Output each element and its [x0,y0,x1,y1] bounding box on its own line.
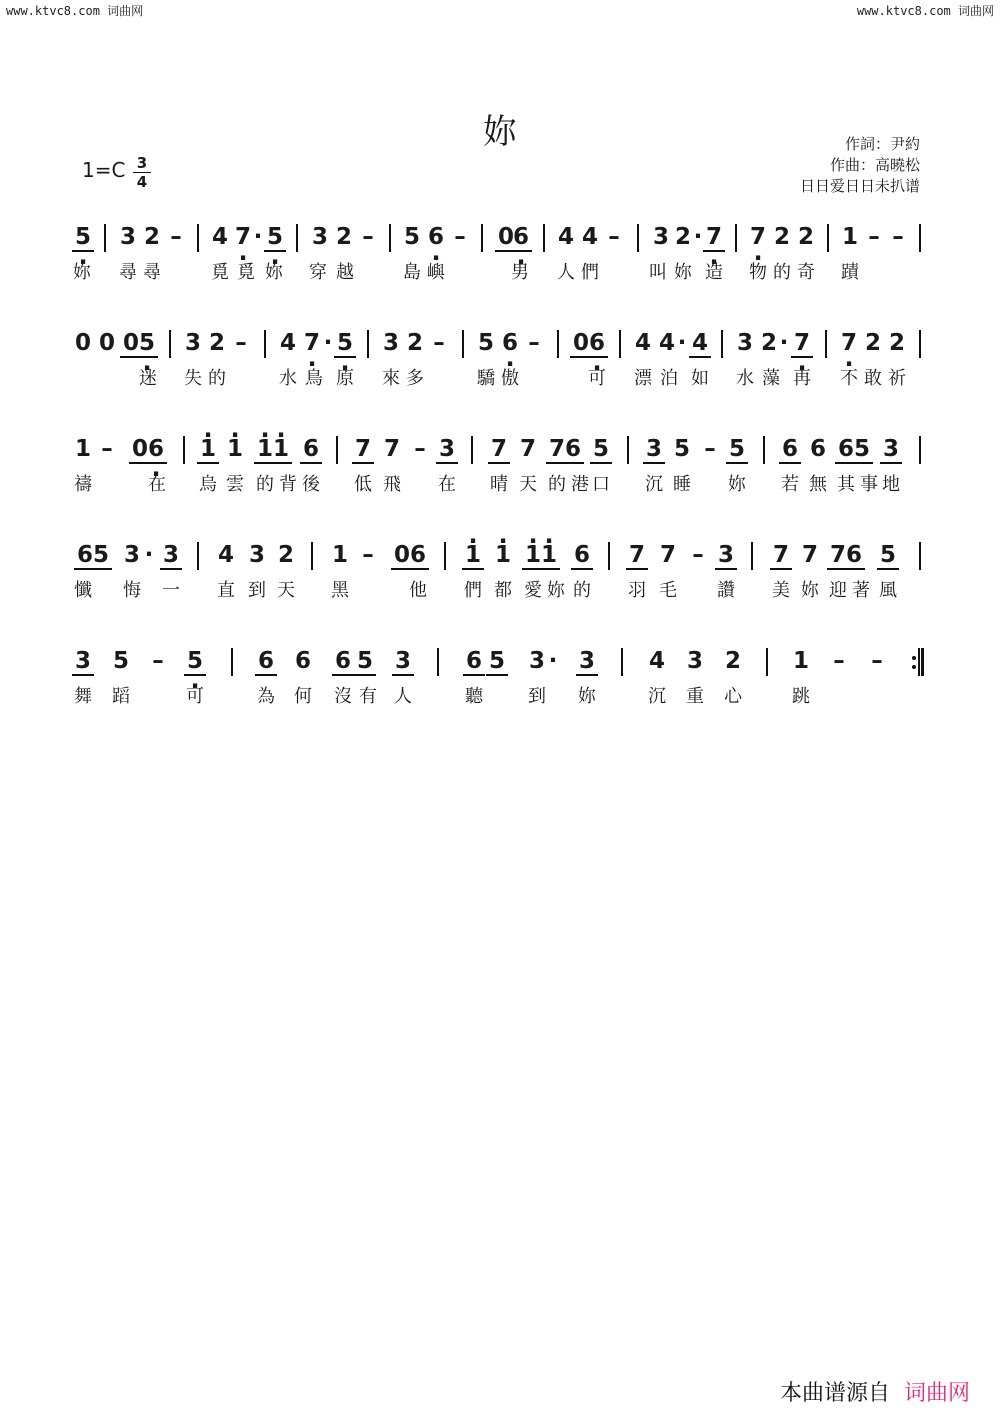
lyric-syllable: 心 [724,686,742,707]
lyric-syllable: 雲 [226,474,244,495]
note: . 6 [586,330,608,360]
lyric-syllable: 天 [277,580,295,601]
note: . 1 [462,542,484,572]
time-signature [133,154,151,191]
lyric-syllable: 妳 [728,474,746,495]
lyric-syllable: 叫 [649,262,667,283]
dash-extension: – [528,330,540,356]
note: 5 [112,648,129,674]
rest: 0 [391,542,413,572]
note: 6 [255,648,277,678]
lyric-syllable: 愛 [524,580,542,601]
rest: 0 [495,224,517,254]
note: 6 [779,436,801,466]
lyric-syllable: 黑 [331,580,349,601]
lyric-syllable: 他 [409,580,427,601]
note: 4 [211,224,228,250]
lyric-syllable: 物 [749,262,767,283]
lyric-syllable: 驕 [477,368,495,389]
dash-extension: – [362,542,374,568]
note: 3 [736,330,753,356]
note: 7 [801,542,818,568]
note: 5 [673,436,690,462]
note: 4 [581,224,598,250]
note: 2 [760,330,777,356]
note: 3 [392,648,414,678]
note: . 7 [838,330,860,360]
note: 4 [634,330,651,356]
footer-source-text: 本曲谱源自 [779,1381,890,1406]
time-signature-denominator: 4 [136,173,148,191]
header-url-right: www.ktvc8.com 词曲网 [856,4,994,18]
time-signature-numerator: 3 [133,154,151,173]
lyric-syllable: 天 [519,474,537,495]
note: . 1 [197,436,219,466]
lyric-syllable: 蹈 [112,686,130,707]
lyric-syllable: 背 [279,474,297,495]
lyric-syllable: 覓 [237,262,255,283]
note: 2 [406,330,423,356]
note: 5 [90,542,112,572]
note: 5 [486,648,508,678]
note: 5 [590,436,612,466]
note: 5 [354,648,376,678]
rest: 0 [98,330,115,356]
dash-extension: – [833,648,845,674]
note: 4 [689,330,711,360]
dot-augmentation: · [677,330,687,356]
dash-extension: – [692,542,704,568]
lyric-syllable: 男 [511,262,529,283]
lyric-syllable: 妳 [674,262,692,283]
lyrics-line [0,436,1000,516]
note: . 7 [747,224,769,254]
note: 7 [659,542,676,568]
footer-source [780,1376,970,1407]
lyric-syllable: 到 [528,686,546,707]
rest: 0 [74,330,91,356]
lyric-syllable: 若 [781,474,799,495]
lyric-syllable: 來 [382,368,400,389]
note: 6 [407,542,429,572]
lyric-syllable: 睡 [673,474,691,495]
note: 1 [331,542,348,568]
lyric-syllable: 妳 [73,262,91,283]
lyric-syllable: 其 [837,474,855,495]
note: 7 [488,436,510,466]
lyric-syllable: 沉 [648,686,666,707]
lyrics-line [0,224,1000,304]
note: 6 [294,648,311,674]
note: . 1 [270,436,292,466]
lyric-syllable: 穿 [309,262,327,283]
note: 7 [546,436,568,466]
note: 5 [403,224,420,250]
note: . 6 [145,436,167,466]
note: 6 [562,436,584,466]
dot-augmentation: · [144,542,154,568]
note: 2 [277,542,294,568]
note: 3 [184,330,201,356]
note: 2 [797,224,814,250]
header-url-left: www.ktvc8.com 词曲网 [6,4,144,18]
song-title: 妳 [483,112,517,152]
lyric-syllable: 毛 [659,580,677,601]
note: 3 [686,648,703,674]
lyric-syllable: 失 [184,368,202,389]
footer-brand-link[interactable]: 词曲网 [903,1381,970,1406]
note: 3 [880,436,902,466]
note: 7 [352,436,374,466]
note: . 6 [510,224,532,254]
dot-augmentation: · [253,224,263,250]
dot-augmentation: · [779,330,789,356]
lyric-syllable: 低 [354,474,372,495]
note: 3 [160,542,182,572]
lyric-syllable: 可 [588,368,606,389]
lyric-syllable: 造 [705,262,723,283]
note: . 5 [72,224,94,254]
lyric-syllable: 鳥 [305,368,323,389]
lyric-syllable: 泊 [660,368,678,389]
lyric-syllable: 沉 [645,474,663,495]
composer-credit: 作曲：高曉松 [829,156,920,174]
note: 6 [835,436,857,466]
lyric-syllable: 傲 [501,368,519,389]
note: 3 [382,330,399,356]
lyric-syllable: 舞 [74,686,92,707]
dash-extension: – [414,436,426,462]
note: . 7 [703,224,725,254]
dash-extension: – [704,436,716,462]
score-system-3 [0,436,1000,516]
lyrics-line [0,542,1000,622]
note: 5 [726,436,748,466]
lyric-syllable: 沒 [334,686,352,707]
note: 6 [332,648,354,678]
note: 4 [648,648,665,674]
lyric-syllable: 懺 [74,580,92,601]
lyric-syllable: 直 [217,580,235,601]
lyric-syllable: 到 [248,580,266,601]
lyric-syllable: 烏 [199,474,217,495]
lyric-syllable: 嶼 [427,262,445,283]
note: . 5 [136,330,158,360]
note: . 6 [425,224,447,254]
lyric-syllable: 敢 [864,368,882,389]
note: 2 [864,330,881,356]
note: . 1 [538,542,560,572]
note: 4 [279,330,296,356]
note: 2 [143,224,160,250]
lyric-syllable: 的 [773,262,791,283]
score-system-1 [0,224,1000,304]
score-system-4 [0,542,1000,622]
lyric-syllable: 再 [793,368,811,389]
lyric-syllable: 們 [464,580,482,601]
note: 3 [436,436,458,466]
note: 3 [528,648,545,674]
lyric-syllable: 的 [573,580,591,601]
note: 6 [843,542,865,572]
note: . 1 [224,436,246,466]
lyric-syllable: 著 [852,580,870,601]
dash-extension: – [868,224,880,250]
note: 2 [674,224,691,250]
lyric-syllable: 越 [336,262,354,283]
lyric-syllable: 如 [691,368,709,389]
dash-extension: – [608,224,620,250]
note: 1 [792,648,809,674]
lyric-syllable: 藻 [762,368,780,389]
lyric-syllable: 不 [840,368,858,389]
dash-extension: – [235,330,247,356]
note: 4 [658,330,675,356]
note: 4 [217,542,234,568]
lyric-syllable: 迷 [139,368,157,389]
lyric-syllable: 妳 [801,580,819,601]
dot-augmentation: · [548,648,558,674]
lyric-syllable: 羽 [628,580,646,601]
dash-extension: – [892,224,904,250]
note: 7 [626,542,648,572]
lyric-syllable: 聽 [465,686,483,707]
dash-extension: – [454,224,466,250]
lyric-syllable: 飛 [383,474,401,495]
lyric-syllable: 口 [592,474,610,495]
lyric-syllable: 們 [581,262,599,283]
lyric-syllable: 在 [438,474,456,495]
score-system-5 [0,648,1000,728]
lyric-syllable: 後 [302,474,320,495]
lyric-syllable: 原 [336,368,354,389]
lyric-syllable: 地 [882,474,900,495]
lyric-syllable: 尋 [143,262,161,283]
lyric-syllable: 跳 [792,686,810,707]
note: . 1 [492,542,514,572]
dash-extension: – [152,648,164,674]
lyric-syllable: 重 [686,686,704,707]
lyric-syllable: 妳 [578,686,596,707]
note: 6 [809,436,826,462]
note: 4 [557,224,574,250]
key-signature: 1=C [82,158,126,182]
note: 7 [770,542,792,572]
lyric-syllable: 港 [571,474,589,495]
lyric-syllable: 風 [879,580,897,601]
note: 3 [715,542,737,572]
note: . 1 [522,542,544,572]
dash-extension: – [362,224,374,250]
lyric-syllable: 無 [809,474,827,495]
note: 5 [477,330,494,356]
lyrics-line [0,330,1000,410]
note: 2 [335,224,352,250]
lyric-syllable: 水 [279,368,297,389]
transcriber-credit: 日日爱日日未扒谱 [799,177,920,195]
lyric-syllable: 水 [736,368,754,389]
lyric-syllable: 悔 [123,580,141,601]
note: 2 [208,330,225,356]
lyric-syllable: 都 [494,580,512,601]
note: 3 [119,224,136,250]
dot-augmentation: · [323,330,333,356]
lyric-syllable: 有 [359,686,377,707]
note: 6 [300,436,322,466]
lyric-syllable: 何 [294,686,312,707]
dash-extension: – [433,330,445,356]
lyric-syllable: 事 [860,474,878,495]
score-system-2 [0,330,1000,410]
note: . 5 [264,224,286,254]
lyric-syllable: 禱 [74,474,92,495]
note: . 5 [184,648,206,678]
note: 5 [877,542,899,572]
lyric-syllable: 的 [208,368,226,389]
note: 3 [248,542,265,568]
lyric-syllable: 漂 [634,368,652,389]
note: . 7 [301,330,323,360]
rest: 0 [570,330,592,360]
note: 3 [576,648,598,678]
note: 1 [74,436,91,462]
rest: 0 [120,330,142,360]
dot-augmentation: · [693,224,703,250]
lyric-syllable: 奇 [797,262,815,283]
lyric-syllable: 美 [772,580,790,601]
note: . 6 [499,330,521,360]
note: 7 [519,436,536,462]
lyric-syllable: 蹟 [841,262,859,283]
lyric-syllable: 祈 [888,368,906,389]
lyric-syllable: 覓 [211,262,229,283]
lyric-syllable: 迎 [829,580,847,601]
note: 6 [571,542,593,572]
note: 2 [773,224,790,250]
lyric-syllable: 人 [557,262,575,283]
credits [800,134,920,197]
lyric-syllable: 人 [394,686,412,707]
note: 3 [643,436,665,466]
note: 3 [311,224,328,250]
note: 3 [652,224,669,250]
note: 2 [888,330,905,356]
lyrics-line [0,648,1000,728]
lyric-syllable: 可 [186,686,204,707]
note: 2 [724,648,741,674]
dash-extension: – [101,436,113,462]
note: 5 [851,436,873,466]
note: 3 [72,648,94,678]
lyric-syllable: 多 [406,368,424,389]
note: 3 [123,542,140,568]
lyric-syllable: 的 [256,474,274,495]
note: . 7 [232,224,254,254]
note: . 5 [334,330,356,360]
note: . 7 [791,330,813,360]
lyric-syllable: 島 [403,262,421,283]
lyric-syllable: 一 [162,580,180,601]
lyric-syllable: 在 [148,474,166,495]
lyric-syllable: 為 [257,686,275,707]
lyric-syllable: 妳 [547,580,565,601]
lyric-syllable: 尋 [119,262,137,283]
note: 6 [74,542,96,572]
note: 1 [841,224,858,250]
dash-extension: – [871,648,883,674]
note: 7 [383,436,400,462]
note: 7 [827,542,849,572]
rest: 0 [129,436,151,466]
note: 6 [463,648,485,678]
lyricist-credit: 作詞：尹約 [844,135,920,153]
dash-extension: – [170,224,182,250]
lyric-syllable: 的 [548,474,566,495]
lyric-syllable: 妳 [265,262,283,283]
lyric-syllable: 晴 [490,474,508,495]
note: . 1 [254,436,276,466]
lyric-syllable: 讚 [717,580,735,601]
